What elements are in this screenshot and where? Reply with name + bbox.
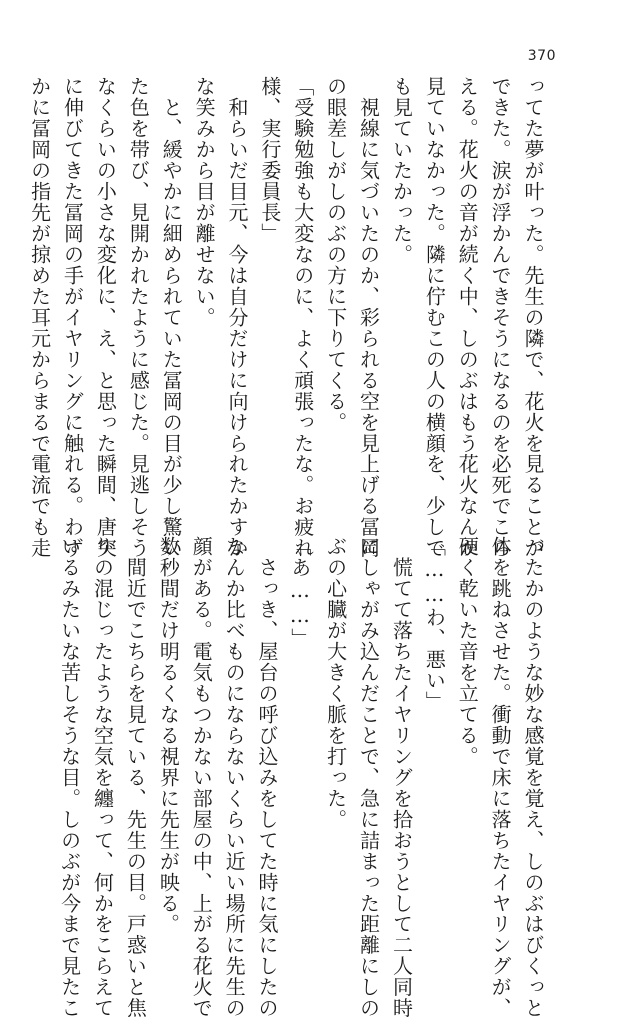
text-line: いるみたいな苦しそうな目。しのぶが今まで見たこ — [57, 536, 82, 1019]
page-number: 370 — [527, 48, 556, 64]
text-line: 硬く乾いた音を立てる。 — [455, 536, 480, 767]
text-line: ってた夢が叶った。先生の隣で、花火を見ることが — [521, 76, 545, 559]
text-line: 間近でこちらを見ている、先生の目。戸惑いと焦 — [123, 536, 148, 1019]
text-block-top — [27, 76, 548, 559]
text-line: 「あ……」 — [287, 536, 312, 649]
text-line: 和らいだ目元、今は自分だけに向けられたかすか — [224, 76, 249, 559]
text-line: 体を跳ねさせた。衝動で床に落ちたイヤリングが、 — [488, 536, 513, 1019]
text-line: の眼差しがしのぶの方に下りてくる。 — [323, 76, 348, 433]
text-line: さっき、屋台の呼び込みをしてた時に気にしたの — [254, 536, 279, 1019]
text-line: できた。涙が浮かんできそうになるのを必死でこら — [488, 76, 513, 559]
text-line: 慌てて落ちたイヤリングを拾おうとして二人同時 — [389, 536, 414, 1019]
text-block-bottom — [57, 536, 548, 1019]
text-line: ったかのような妙な感覚を覚え、しのぶはびくっと — [521, 536, 545, 1019]
text-line: ぶの心臓が大きく脈を打った。 — [323, 536, 348, 830]
text-line: も見ていたかった。 — [389, 76, 414, 265]
text-line: な笑みから目が離せない。 — [192, 76, 217, 328]
text-line: 「受験勉強も大変なのに、よく頑張ったな。お疲れ — [290, 76, 315, 559]
text-line: りの混じったような空気を纏って、何かをこらえて — [90, 536, 115, 1019]
text-line: 「……わ、悪い」 — [422, 536, 447, 712]
text-line: にしゃがみ込んだことで、急に詰まった距離にしの — [356, 536, 381, 1019]
text-line: なんか比べものにならないくらい近い場所に先生の — [222, 536, 247, 1019]
text-line: える。花火の音が続く中、しのぶはもう花火なんか — [455, 76, 480, 559]
text-line: 様、実行委員長」 — [257, 76, 282, 244]
text-line: かに冨岡の指先が掠めた耳元からまるで電流でも走 — [27, 76, 52, 559]
text-line: に伸びてきた冨岡の手がイヤリングに触れる。わず — [60, 76, 85, 559]
text-line: と、緩やかに細められていた冨岡の目が少し驚い — [159, 76, 184, 559]
text-line: 視線に気づいたのか、彩られる空を見上げる冨岡 — [356, 76, 381, 559]
text-line: 顔がある。電気もつかない部屋の中、上がる花火で — [189, 536, 214, 1019]
text-line: なくらいの小さな変化に、え、と思った瞬間、唐突 — [93, 76, 118, 559]
text-line: 見ていなかった。隣に佇むこの人の横顔を、少しで — [422, 76, 447, 559]
text-line: た色を帯び、見開かれたように感じた。見逃しそう — [126, 76, 151, 559]
text-line: 数秒間だけ明るくなる視界に先生が映る。 — [156, 536, 181, 935]
